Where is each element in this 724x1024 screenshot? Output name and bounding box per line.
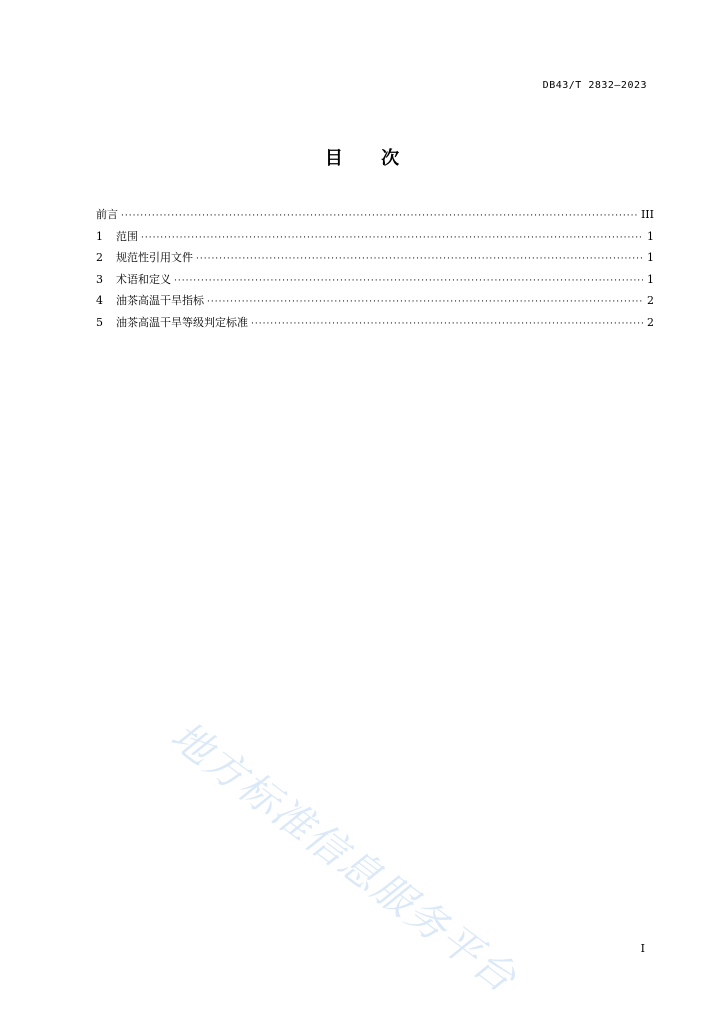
toc-entry-title: 范围 [116, 229, 138, 243]
toc-entry-grade-criteria[interactable] [96, 312, 654, 334]
toc-leader-dots [196, 249, 643, 271]
toc-leader-dots [251, 314, 643, 336]
toc-leader-dots [207, 292, 643, 314]
toc-entry-number: 1 [96, 229, 103, 243]
toc-entry-page: 2 [647, 315, 654, 329]
toc-title: 目 次 [324, 148, 400, 169]
toc-entry-normative-references[interactable] [96, 247, 654, 269]
watermark: 地方标准信息服务平台 [162, 712, 526, 1003]
toc-entry-number: 5 [96, 315, 103, 329]
toc-entry-number: 3 [96, 272, 103, 286]
document-code: DB43/T 2832—2023 [542, 80, 647, 91]
toc-entry-terms-definitions[interactable] [96, 269, 654, 291]
toc-entry-scope[interactable] [96, 226, 654, 248]
toc-entry-title: 术语和定义 [116, 272, 171, 286]
toc-entry-number: 4 [96, 294, 103, 307]
table-of-contents [96, 204, 654, 333]
toc-entry-title: 规范性引用文件 [116, 251, 193, 264]
toc-entry-page: III [640, 208, 654, 221]
toc-leader-dots [121, 206, 638, 228]
toc-entry-foreword[interactable] [96, 204, 654, 226]
toc-entry-page: 2 [647, 294, 654, 307]
toc-entry-page: 1 [647, 272, 654, 286]
toc-leader-dots [141, 228, 643, 250]
page-number: I [640, 942, 645, 955]
toc-entry-title: 油茶高温干旱指标 [116, 294, 204, 307]
toc-leader-dots [174, 271, 643, 293]
toc-entry-page: 1 [647, 229, 654, 243]
toc-entry-page: 1 [647, 251, 654, 264]
toc-entry-title: 前言 [96, 208, 118, 221]
toc-entry-title: 油茶高温干旱等级判定标准 [116, 315, 248, 329]
toc-entry-indicators[interactable] [96, 290, 654, 312]
toc-entry-number: 2 [96, 251, 103, 264]
